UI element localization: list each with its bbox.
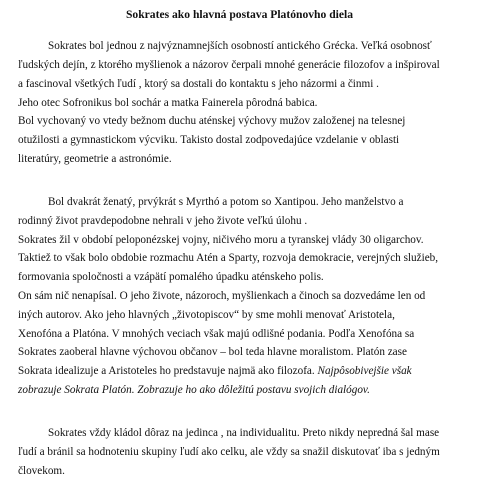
paragraph-1-line-5: Bol vychovaný vo vtedy bežnom duchu aténskej výchovy mužov založenej na telesnej (18, 115, 406, 127)
paragraph-2-line-2: rodinný život pravdepodobne nehrali v jeho živote veľkú úlohu . (18, 215, 308, 227)
paragraph-2-line-10 (18, 365, 412, 378)
paragraph-2-line-9: Sokrates zaoberal hlavne výchovou občanov – bol teda hlavne moralistom. Platón zase (18, 346, 407, 358)
paragraph-1-line-6: otužilosti a gymnastickom výcviku. Takisto dostal zodpovedajúce vzdelanie v oblasti (18, 134, 400, 146)
paragraph-1-line-2: ľudských dejín, z ktorého myšlienok a názorov čerpali mnohé generácie filozofov a inšpiroval (18, 59, 440, 71)
paragraph-1-line-4: Jeho otec Sofronikus bol sochár a matka Fainerela pôrodná babica. (18, 97, 318, 109)
paragraph-2-line-8: Xenofóna a Platóna. V mnohých veciach však majú odlišné podania. Podľa Xenofóna sa (18, 328, 415, 340)
paragraph-3-line-1: Sokrates vždy kládol dôraz na jedinca , na individualitu. Preto nikdy nepredná šal mase (48, 427, 440, 439)
document-title: Sokrates ako hlavná postava Platónovho diela (125, 8, 354, 21)
paragraph-1-line-1: Sokrates bol jednou z najvýznamnejších osobností antického Grécka. Veľká osobnosť (48, 40, 432, 52)
paragraph-3-line-2: ľudí a bránil sa hodnoteniu skupiny ľudí ako celku, ale vždy sa snažil diskutovať iba s jedným (18, 446, 440, 458)
paragraph-3-line-3: človekom. (18, 465, 65, 477)
paragraph-2-line-7: iných autorov. Ako jeho hlavných „životopiscov“ by sme mohli menovať Aristotela, (18, 309, 395, 321)
paragraph-2-line-5: formovania spoločnosti a vzápätí pomalého úpadku aténskeho polis. (18, 271, 324, 283)
paragraph-2-line-10-plain: Sokrata idealizuje a Aristoteles ho predstavuje najmä ako filozofa. (18, 365, 318, 377)
paragraph-2-line-1: Bol dvakrát ženatý, prvýkrát s Myrthó a potom so Xantipou. Jeho manželstvo a (48, 196, 404, 208)
paragraph-2-line-3: Sokrates žil v období peloponézskej vojny, ničivého moru a tyranskej vlády 30 oligarchov. (18, 234, 424, 246)
paragraph-2-line-11: zobrazuje Sokrata Platón. Zobrazuje ho ako dôležitú postavu svojich dialógov. (18, 384, 370, 396)
paragraph-1-line-7: literatúry, geometrie a astronómie. (18, 153, 172, 165)
paragraph-1-line-3: a fascinoval všetkých ľudí , ktorý sa dostali do kontaktu s jeho názormi a činmi . (18, 78, 379, 90)
paragraph-2-line-4: Taktiež to však bolo obdobie rozmachu Atén a Sparty, rozvoja demokracie, verejných služieb, (18, 252, 439, 264)
paragraph-2-line-6: On sám nič nenapísal. O jeho živote, názoroch, myšlienkach a činoch sa dozvedáme len od (18, 290, 426, 302)
paragraph-2-line-10-italic: Najpôsobivejšie však (317, 365, 412, 377)
